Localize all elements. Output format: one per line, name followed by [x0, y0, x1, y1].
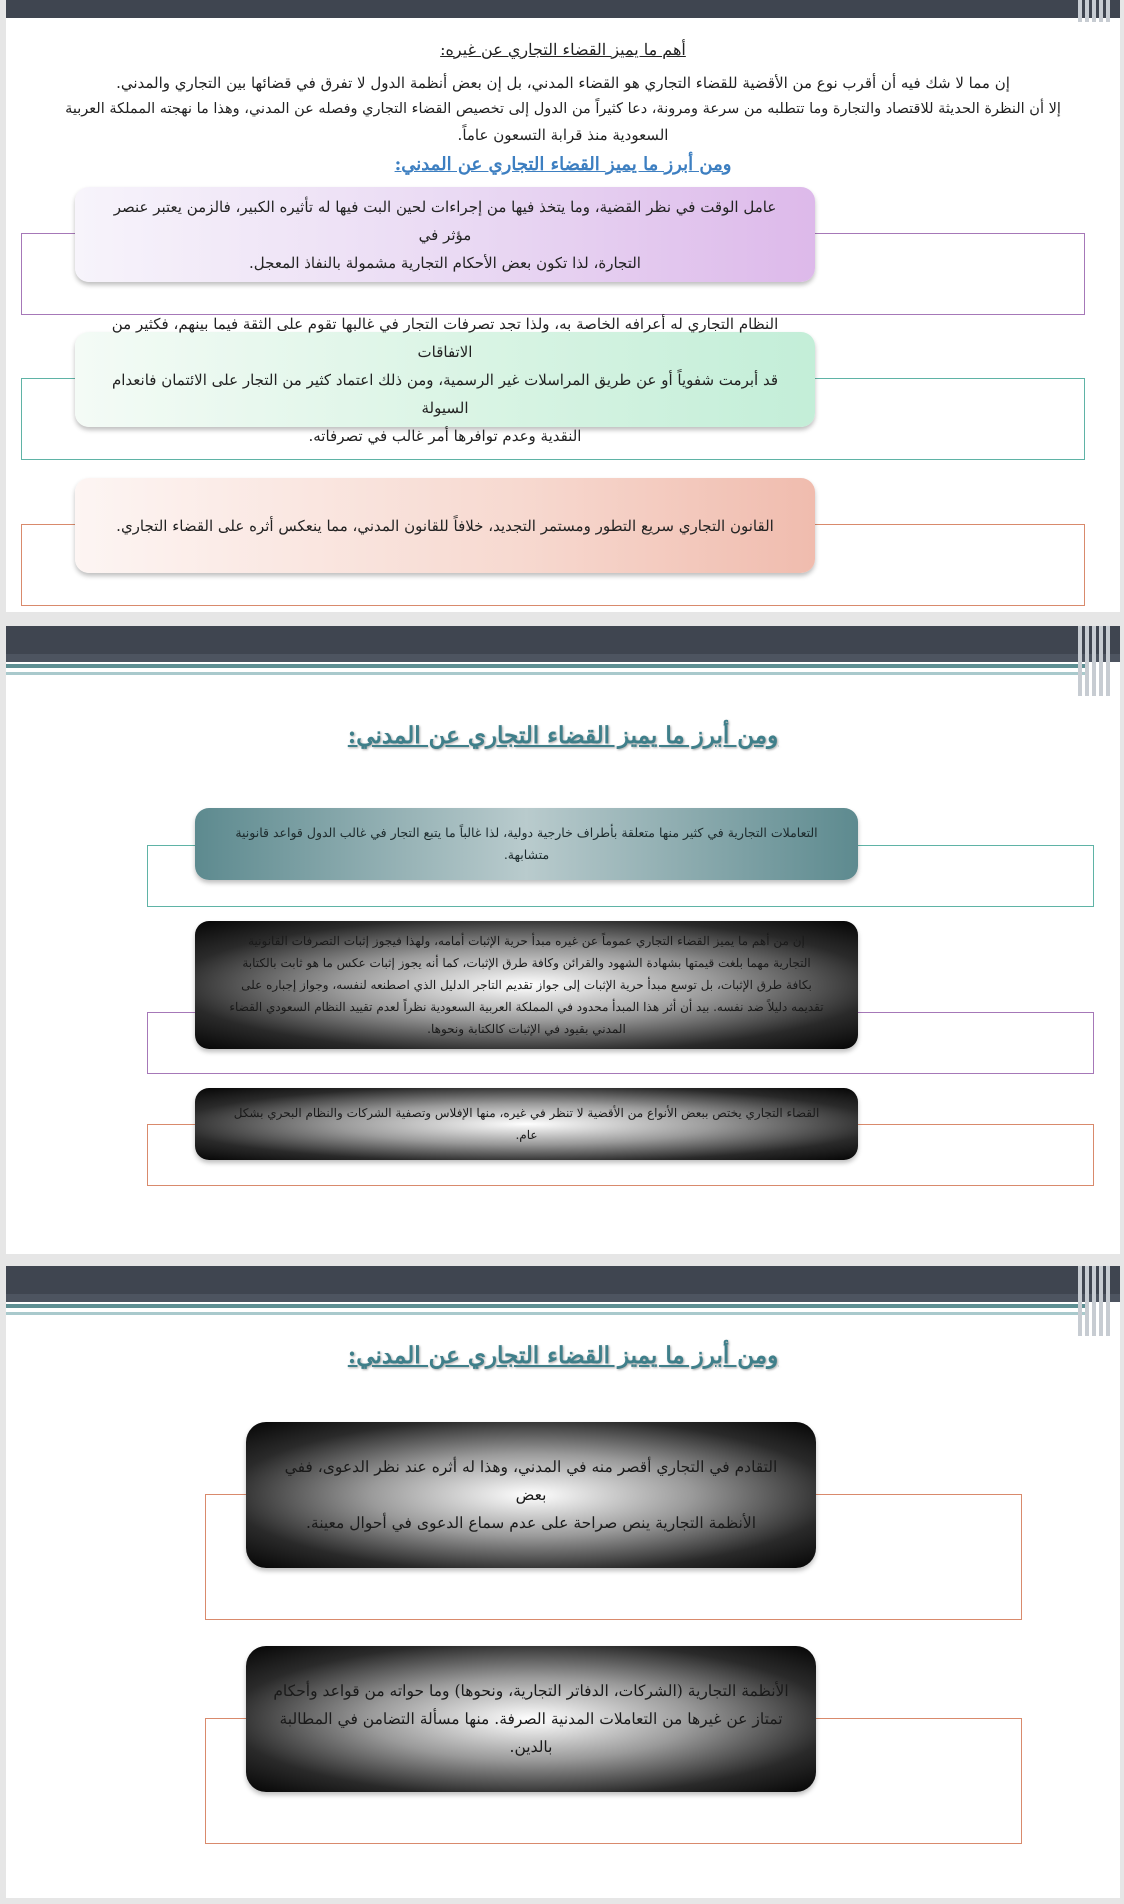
- card-text: إن من أهم ما يميز القضاء التجاري عموماً عن غيره مبدأ حرية الإثبات أمامه، ولهذا فيجوز إثبات التصرفات القانونية: [248, 934, 805, 948]
- slide-header-bar-lower: [6, 1294, 1120, 1302]
- card-text: التعاملات التجارية في كثير منها متعلقة بأطراف خارجية دولية، لذا غالباً ما يتبع التجار في غالب الدول قواعد قانونية: [235, 825, 818, 840]
- slide-2: [6, 626, 1120, 1254]
- card-text: القانون التجاري سريع التطور ومستمر التجديد، خلافاً للقانون المدني، مما ينعكس أثره على القضاء التجاري.: [116, 516, 774, 535]
- card-text: متشابهة.: [503, 847, 550, 862]
- card-text: الأنظمة التجارية ينص صراحة على عدم سماع الدعوى في أحوال معينة.: [305, 1514, 757, 1532]
- card-text: تمتاز عن غيرها من التعاملات المدنية الصرفة. منها مسألة التضامن في المطالبة: [279, 1710, 783, 1728]
- feature-card-law-evolution: [75, 478, 815, 573]
- feature-card-commercial-regulations: [246, 1646, 816, 1792]
- card-text: القضاء التجاري يختص ببعض الأنواع من الأقضية لا تنظر في غيره، منها الإفلاس وتصفية الشركات والنظام البحري بشكل: [233, 1106, 820, 1120]
- card-text: قد أبرمت شفوياً أو عن طريق المراسلات غير الرسمية، ومن ذلك اعتماد كثير من التجار على الائتمان فانعدام السيولة: [111, 370, 779, 417]
- header-accent-line: [6, 664, 1086, 668]
- card-text: عامل الوقت في نظر القضية، وما يتخذ فيها من إجراءات لحين البت فيها له تأثيره الكبير، فالزمن يعتبر عنصر مؤثر في: [113, 197, 777, 244]
- feature-card-evidence: [195, 921, 858, 1049]
- section-subtitle: ومن أبرز ما يميز القضاء التجاري عن المدني:: [394, 154, 732, 175]
- card-text: النظام التجاري له أعرافه الخاصة به، ولذا تجد تصرفات التجار في غالبها تقوم على الثقة فيما بينهم، فكثير من الاتفاقات: [111, 314, 779, 361]
- slide-header-bar-lower: [6, 654, 1120, 662]
- card-text: المدني بقيود في الإثبات كالكتابة ونحوها.: [427, 1022, 626, 1036]
- feature-card-time: [75, 187, 815, 282]
- card-text: الأنظمة التجارية (الشركات، الدفاتر التجارية، ونحوها) وما حواته من قواعد وأحكام: [273, 1682, 789, 1700]
- slide-header-bar: [6, 1266, 1120, 1294]
- card-text: التجارية مهما بلغت قيمتها بشهادة الشهود والقرائن وكافة طرق الإثبات، كما أنه يجوز إثبات عكس ما هو ثابت بالكتابة: [242, 956, 811, 970]
- card-text: التجارة، لذا تكون بعض الأحكام التجارية مشمولة بالنفاذ المعجل.: [249, 253, 641, 272]
- feature-card-international: [195, 808, 858, 880]
- header-accent-line-thin: [6, 1312, 1086, 1315]
- intro-line-1: إن مما لا شك فيه أن أقرب نوع من الأقضية للقضاء التجاري هو القضاء المدني، بل إن بعض أنظمة الدول لا تفرق في قضائها بين التجاري والمدني.: [116, 74, 1010, 92]
- slide-header-bar: [6, 626, 1120, 654]
- intro-line-2: إلا أن النظرة الحديثة للاقتصاد والتجارة وما تتطلبه من سرعة ومرونة، دعا كثيراً من الدول إلى تخصيص القضاء التجاري وفصله عن المدني، وهذا ما نهجته المملكة العربية: [65, 101, 1061, 117]
- header-accent-line: [6, 1304, 1086, 1308]
- header-stripes: [1078, 1266, 1116, 1336]
- section-title: ومن أبرز ما يميز القضاء التجاري عن المدني:: [347, 1342, 779, 1369]
- feature-card-limitation: [246, 1422, 816, 1568]
- slide-1: [6, 0, 1120, 612]
- feature-card-jurisdiction: [195, 1088, 858, 1160]
- feature-card-customs: [75, 314, 815, 445]
- header-stripes: [1078, 0, 1116, 22]
- slide-3: [6, 1266, 1120, 1898]
- card-text: تقديمه دليلاً ضد نفسه. بيد أن أثر هذا المبدأ محدود في المملكة العربية السعودية نظراً لعدم تقييد النظام السعودي القضاء: [229, 1000, 824, 1014]
- section-title: ومن أبرز ما يميز القضاء التجاري عن المدني:: [347, 722, 779, 749]
- card-text: بالدين.: [509, 1738, 553, 1756]
- slide-header-bar: [6, 0, 1120, 18]
- page-title: أهم ما يميز القضاء التجاري عن غيره:: [440, 40, 686, 59]
- card-text: النقدية وعدم توافرها أمر غالب في تصرفاته.: [308, 426, 582, 445]
- header-stripes: [1078, 626, 1116, 696]
- card-text: التقادم في التجاري أقصر منه في المدني، وهذا له أثره عند نظر الدعوى، ففي بعض: [284, 1458, 778, 1504]
- card-text: عام.: [515, 1128, 538, 1142]
- header-accent-line-thin: [6, 672, 1086, 675]
- intro-line-3: السعودية منذ قرابة التسعون عاماً.: [457, 126, 669, 144]
- card-text: بكافة طرق الإثبات، بل توسع مبدأ حرية الإثبات إلى جواز تقديم التاجر الدليل الذي اصطنعه لنفسه، وجواز إجباره على: [241, 978, 812, 992]
